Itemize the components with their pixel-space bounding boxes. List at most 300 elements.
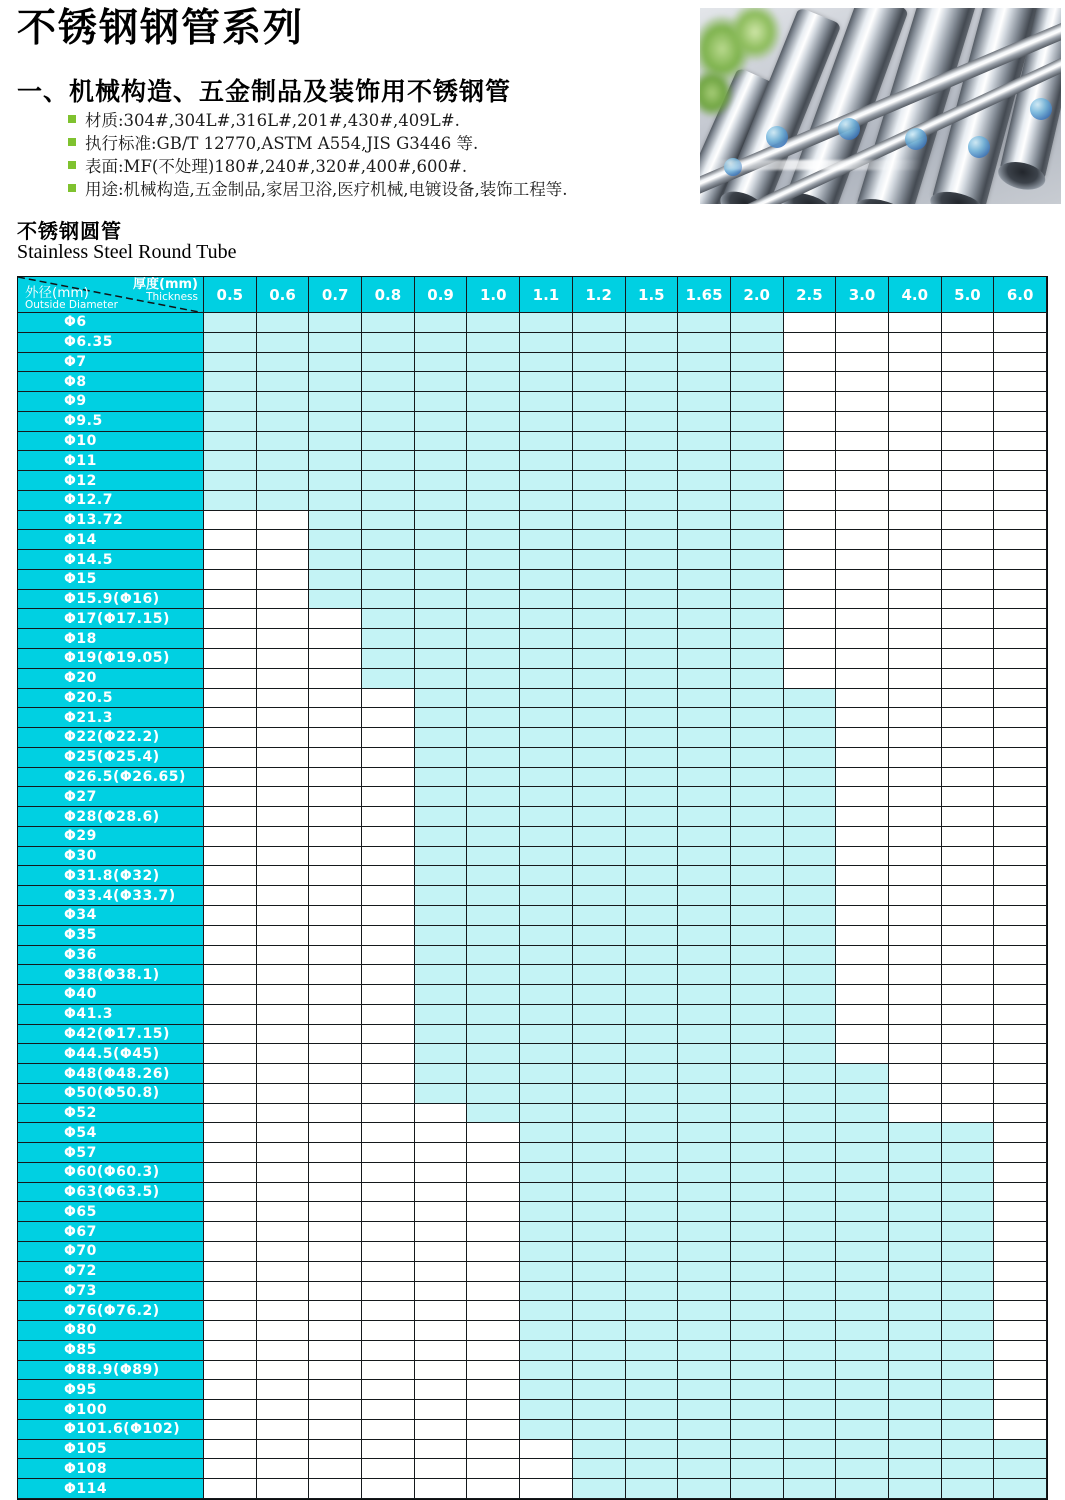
availability-cell [257, 1084, 310, 1104]
diameter-row-label: Φ18 [18, 629, 204, 649]
availability-cell [257, 1123, 310, 1143]
availability-cell [731, 1479, 784, 1499]
availability-cell [626, 609, 679, 629]
availability-cell [678, 1282, 731, 1302]
availability-cell [204, 827, 257, 847]
diameter-row-label: Φ67 [18, 1222, 204, 1242]
availability-cell [889, 392, 942, 412]
availability-cell [257, 372, 310, 392]
availability-cell [994, 649, 1047, 669]
availability-cell [889, 471, 942, 491]
availability-cell [204, 787, 257, 807]
availability-cell [626, 1361, 679, 1381]
availability-cell [678, 451, 731, 471]
availability-cell [309, 471, 362, 491]
availability-cell [204, 1459, 257, 1479]
availability-cell [731, 1262, 784, 1282]
availability-cell [942, 511, 995, 531]
availability-cell [257, 886, 310, 906]
availability-cell [309, 1064, 362, 1084]
availability-cell [415, 1282, 468, 1302]
availability-cell [784, 471, 837, 491]
availability-cell [520, 1163, 573, 1183]
availability-cell [889, 827, 942, 847]
availability-cell [784, 1440, 837, 1460]
availability-cell [836, 1064, 889, 1084]
availability-cell [415, 530, 468, 550]
availability-cell [731, 866, 784, 886]
availability-cell [467, 1301, 520, 1321]
availability-cell [309, 590, 362, 610]
availability-cell [467, 1222, 520, 1242]
availability-cell [573, 1143, 626, 1163]
availability-cell [994, 1479, 1047, 1499]
availability-cell [204, 491, 257, 511]
availability-cell [467, 1440, 520, 1460]
thickness-header-cell: 1.65 [678, 277, 731, 313]
availability-cell [573, 471, 626, 491]
availability-cell [836, 1380, 889, 1400]
availability-cell [731, 372, 784, 392]
availability-cell [836, 1459, 889, 1479]
diameter-row-label: Φ6.35 [18, 333, 204, 353]
availability-cell [994, 1044, 1047, 1064]
availability-cell [836, 866, 889, 886]
availability-cell [362, 1064, 415, 1084]
availability-cell [204, 1262, 257, 1282]
availability-cell [415, 1222, 468, 1242]
availability-cell [836, 985, 889, 1005]
availability-cell [204, 1321, 257, 1341]
availability-cell [784, 313, 837, 333]
availability-cell [994, 432, 1047, 452]
availability-cell [467, 946, 520, 966]
availability-cell [784, 807, 837, 827]
diameter-row-label: Φ48(Φ48.26) [18, 1064, 204, 1084]
availability-cell [257, 412, 310, 432]
availability-cell [520, 392, 573, 412]
availability-cell [889, 353, 942, 373]
availability-cell [573, 629, 626, 649]
availability-cell [573, 1479, 626, 1499]
blue-sticker [766, 126, 788, 148]
availability-cell [942, 886, 995, 906]
availability-cell [309, 570, 362, 590]
availability-cell [784, 590, 837, 610]
availability-cell [678, 1262, 731, 1282]
availability-cell [678, 570, 731, 590]
availability-cell [362, 1420, 415, 1440]
availability-cell [731, 807, 784, 827]
availability-cell [731, 1222, 784, 1242]
availability-cell [942, 1420, 995, 1440]
availability-cell [942, 353, 995, 373]
availability-cell [415, 1123, 468, 1143]
availability-cell [994, 590, 1047, 610]
availability-cell [204, 392, 257, 412]
availability-cell [942, 1025, 995, 1045]
floor-glint [700, 160, 1061, 170]
diameter-row-label: Φ13.72 [18, 511, 204, 531]
availability-cell [836, 1361, 889, 1381]
availability-cell [678, 471, 731, 491]
availability-cell [889, 669, 942, 689]
availability-cell [678, 1064, 731, 1084]
spec-bullet [68, 107, 568, 130]
availability-cell [626, 372, 679, 392]
availability-cell [362, 1262, 415, 1282]
availability-cell [573, 530, 626, 550]
availability-cell [889, 748, 942, 768]
availability-cell [889, 432, 942, 452]
diameter-row-label: Φ34 [18, 906, 204, 926]
availability-cell [784, 1183, 837, 1203]
diameter-row-label: Φ33.4(Φ33.7) [18, 886, 204, 906]
availability-cell [362, 392, 415, 412]
availability-cell [467, 570, 520, 590]
availability-cell [626, 866, 679, 886]
spec-bullet [68, 176, 568, 199]
availability-cell [889, 1321, 942, 1341]
availability-cell [415, 313, 468, 333]
bullet-text: 用途:机械构造,五金制品,家居卫浴,医疗机械,电镀设备,装饰工程等. [85, 179, 568, 199]
availability-cell [889, 847, 942, 867]
availability-cell [836, 748, 889, 768]
page-title: 不锈钢钢管系列 [17, 6, 305, 51]
diameter-row-label: Φ54 [18, 1123, 204, 1143]
availability-cell [784, 946, 837, 966]
availability-cell [520, 372, 573, 392]
diameter-row-label: Φ52 [18, 1104, 204, 1124]
availability-cell [678, 1222, 731, 1242]
availability-cell [678, 1242, 731, 1262]
diameter-row-label: Φ15.9(Φ16) [18, 590, 204, 610]
availability-cell [836, 491, 889, 511]
availability-cell [467, 1479, 520, 1499]
availability-cell [415, 412, 468, 432]
availability-cell [520, 1143, 573, 1163]
availability-cell [889, 333, 942, 353]
availability-cell [678, 985, 731, 1005]
availability-cell [362, 1123, 415, 1143]
availability-cell [204, 432, 257, 452]
availability-cell [626, 926, 679, 946]
availability-cell [573, 649, 626, 669]
availability-cell [362, 313, 415, 333]
availability-cell [836, 728, 889, 748]
availability-cell [520, 926, 573, 946]
availability-cell [415, 629, 468, 649]
availability-cell [309, 787, 362, 807]
availability-cell [257, 1242, 310, 1262]
availability-cell [257, 787, 310, 807]
availability-cell [520, 1361, 573, 1381]
availability-cell [678, 392, 731, 412]
availability-cell [573, 1301, 626, 1321]
diameter-row-label: Φ29 [18, 827, 204, 847]
availability-cell [257, 906, 310, 926]
availability-cell [889, 1104, 942, 1124]
availability-cell [204, 886, 257, 906]
availability-cell [362, 886, 415, 906]
round-tube-table [17, 276, 1048, 1500]
diameter-row-label: Φ105 [18, 1440, 204, 1460]
availability-cell [415, 491, 468, 511]
availability-cell [678, 689, 731, 709]
availability-cell [836, 827, 889, 847]
availability-cell [415, 1301, 468, 1321]
availability-cell [415, 550, 468, 570]
availability-cell [362, 1183, 415, 1203]
availability-cell [626, 1025, 679, 1045]
availability-cell [257, 807, 310, 827]
availability-cell [204, 946, 257, 966]
availability-cell [467, 1163, 520, 1183]
availability-cell [257, 313, 310, 333]
availability-cell [257, 1459, 310, 1479]
availability-cell [889, 1440, 942, 1460]
availability-cell [784, 1005, 837, 1025]
availability-cell [204, 530, 257, 550]
availability-cell [889, 1044, 942, 1064]
availability-cell [994, 965, 1047, 985]
availability-cell [836, 1262, 889, 1282]
availability-cell [520, 1301, 573, 1321]
availability-cell [362, 590, 415, 610]
availability-cell [362, 1361, 415, 1381]
availability-cell [467, 1361, 520, 1381]
availability-cell [784, 1202, 837, 1222]
availability-cell [626, 1440, 679, 1460]
availability-cell [784, 985, 837, 1005]
availability-cell [415, 787, 468, 807]
availability-cell [731, 1242, 784, 1262]
availability-cell [520, 1104, 573, 1124]
availability-cell [626, 1222, 679, 1242]
availability-cell [467, 1420, 520, 1440]
availability-cell [731, 1282, 784, 1302]
availability-cell [626, 985, 679, 1005]
availability-cell [520, 609, 573, 629]
availability-cell [204, 866, 257, 886]
availability-cell [362, 1440, 415, 1460]
availability-cell [626, 471, 679, 491]
diameter-row-label: Φ41.3 [18, 1005, 204, 1025]
availability-cell [994, 1440, 1047, 1460]
diameter-row-label: Φ70 [18, 1242, 204, 1262]
availability-cell [204, 1143, 257, 1163]
availability-cell [309, 1222, 362, 1242]
diameter-row-label: Φ20 [18, 669, 204, 689]
availability-cell [942, 1163, 995, 1183]
availability-cell [415, 748, 468, 768]
availability-cell [573, 1400, 626, 1420]
availability-cell [678, 1143, 731, 1163]
availability-cell [415, 609, 468, 629]
availability-cell [362, 649, 415, 669]
availability-cell [784, 787, 837, 807]
availability-cell [889, 965, 942, 985]
availability-cell [942, 1400, 995, 1420]
availability-cell [942, 807, 995, 827]
availability-cell [942, 1479, 995, 1499]
availability-cell [415, 768, 468, 788]
availability-cell [994, 768, 1047, 788]
availability-cell [362, 807, 415, 827]
availability-cell [889, 609, 942, 629]
availability-cell [731, 590, 784, 610]
availability-cell [309, 1400, 362, 1420]
availability-cell [784, 906, 837, 926]
thickness-header-cell: 2.0 [731, 277, 784, 313]
availability-cell [257, 629, 310, 649]
availability-cell [678, 768, 731, 788]
availability-cell [678, 807, 731, 827]
availability-cell [309, 649, 362, 669]
availability-cell [204, 748, 257, 768]
availability-cell [204, 1420, 257, 1440]
availability-cell [257, 768, 310, 788]
availability-cell [520, 1202, 573, 1222]
availability-cell [731, 1440, 784, 1460]
availability-cell [204, 1084, 257, 1104]
availability-cell [731, 1123, 784, 1143]
availability-cell [257, 847, 310, 867]
availability-cell [415, 1361, 468, 1381]
availability-cell [942, 1084, 995, 1104]
availability-cell [889, 1341, 942, 1361]
availability-cell [731, 946, 784, 966]
availability-cell [784, 1400, 837, 1420]
availability-cell [362, 1479, 415, 1499]
availability-cell [836, 649, 889, 669]
availability-cell [467, 609, 520, 629]
availability-cell [784, 372, 837, 392]
availability-cell [204, 629, 257, 649]
availability-cell [626, 1084, 679, 1104]
availability-cell [678, 1163, 731, 1183]
availability-cell [467, 827, 520, 847]
availability-cell [994, 1361, 1047, 1381]
availability-cell [362, 985, 415, 1005]
availability-cell [731, 471, 784, 491]
availability-cell [309, 313, 362, 333]
availability-cell [204, 1202, 257, 1222]
availability-cell [520, 985, 573, 1005]
availability-cell [520, 1242, 573, 1262]
availability-cell [678, 926, 731, 946]
availability-cell [415, 807, 468, 827]
availability-cell [784, 1064, 837, 1084]
availability-cell [836, 946, 889, 966]
availability-cell [309, 451, 362, 471]
availability-cell [626, 708, 679, 728]
availability-cell [731, 412, 784, 432]
availability-cell [889, 689, 942, 709]
availability-cell [257, 1183, 310, 1203]
availability-cell [573, 748, 626, 768]
availability-cell [626, 649, 679, 669]
availability-cell [415, 1459, 468, 1479]
availability-cell [362, 1380, 415, 1400]
availability-cell [362, 1459, 415, 1479]
diameter-row-label: Φ80 [18, 1321, 204, 1341]
availability-cell [994, 1222, 1047, 1242]
availability-cell [942, 1361, 995, 1381]
availability-cell [309, 1242, 362, 1262]
availability-cell [626, 1459, 679, 1479]
availability-cell [257, 649, 310, 669]
diameter-row-label: Φ38(Φ38.1) [18, 965, 204, 985]
availability-cell [309, 985, 362, 1005]
availability-cell [415, 1262, 468, 1282]
availability-cell [573, 392, 626, 412]
availability-cell [362, 1005, 415, 1025]
availability-cell [204, 807, 257, 827]
availability-cell [415, 906, 468, 926]
availability-cell [626, 1183, 679, 1203]
availability-cell [362, 1301, 415, 1321]
availability-cell [678, 590, 731, 610]
availability-cell [467, 807, 520, 827]
availability-cell [942, 689, 995, 709]
availability-cell [731, 1459, 784, 1479]
availability-cell [520, 748, 573, 768]
availability-cell [626, 1242, 679, 1262]
availability-cell [942, 748, 995, 768]
availability-cell [626, 1044, 679, 1064]
availability-cell [836, 1183, 889, 1203]
availability-cell [257, 1341, 310, 1361]
availability-cell [204, 1479, 257, 1499]
availability-cell [731, 392, 784, 412]
availability-cell [520, 1025, 573, 1045]
availability-cell [415, 926, 468, 946]
availability-cell [836, 629, 889, 649]
availability-cell [573, 570, 626, 590]
availability-cell [731, 1202, 784, 1222]
availability-cell [362, 550, 415, 570]
availability-cell [994, 1202, 1047, 1222]
availability-cell [467, 728, 520, 748]
availability-cell [467, 1123, 520, 1143]
availability-cell [257, 570, 310, 590]
availability-cell [784, 965, 837, 985]
availability-cell [257, 1005, 310, 1025]
availability-cell [678, 649, 731, 669]
availability-cell [678, 1123, 731, 1143]
availability-cell [520, 1005, 573, 1025]
availability-cell [889, 1084, 942, 1104]
availability-cell [836, 689, 889, 709]
availability-cell [362, 1143, 415, 1163]
availability-cell [309, 807, 362, 827]
availability-cell [942, 1005, 995, 1025]
bullet-square-icon [68, 138, 76, 146]
availability-cell [415, 866, 468, 886]
availability-cell [731, 1104, 784, 1124]
availability-cell [467, 432, 520, 452]
availability-cell [257, 1361, 310, 1381]
availability-cell [573, 926, 626, 946]
availability-cell [204, 1341, 257, 1361]
availability-cell [467, 689, 520, 709]
availability-cell [836, 1242, 889, 1262]
diameter-row-label: Φ9.5 [18, 412, 204, 432]
availability-cell [309, 1202, 362, 1222]
availability-cell [836, 886, 889, 906]
availability-cell [573, 1104, 626, 1124]
